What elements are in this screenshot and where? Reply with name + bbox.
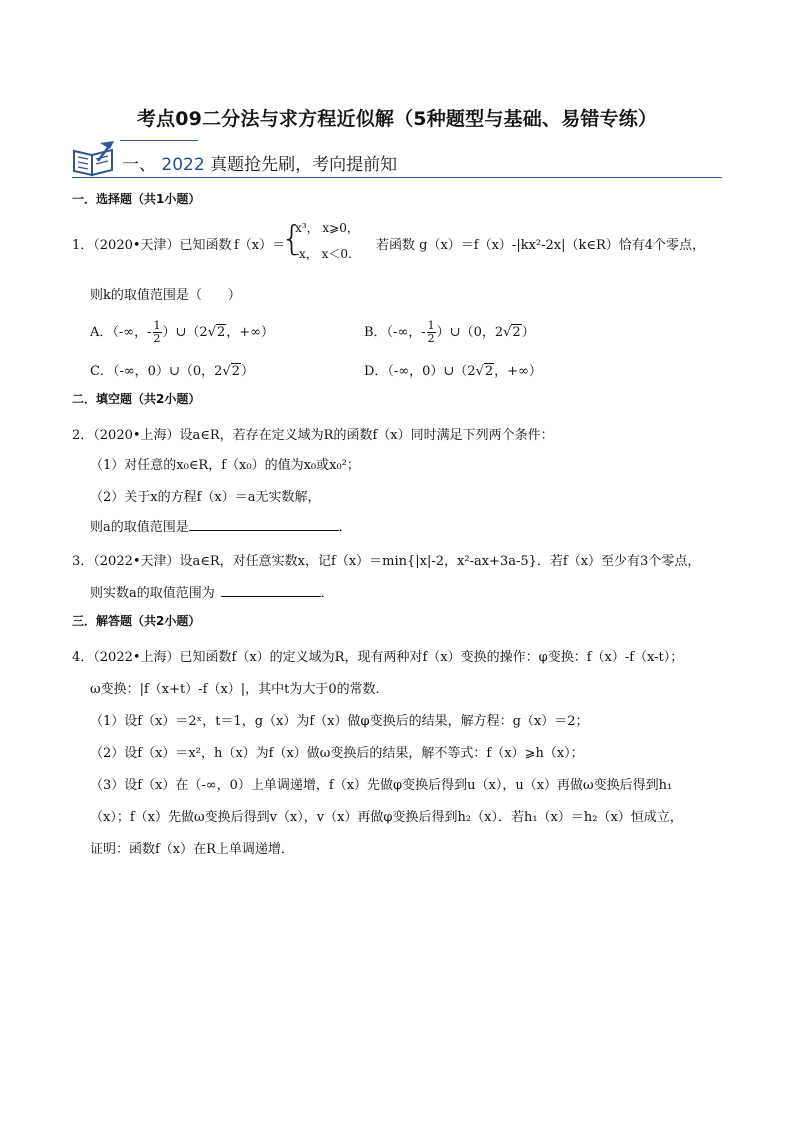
q2-line-4: 则a的取值范围是 ． <box>90 520 352 535</box>
q2-line-1: 2．（2020•上海）设a∈R，若存在定义域为R的函数f（x）同时满足下列两个条件： <box>72 428 554 443</box>
banner-heading <box>122 150 397 175</box>
q1-option-c[interactable]: C．（-∞，0）∪（0，2√2） <box>90 364 254 379</box>
banner-text: 真题抢先刷，考向提前知 <box>210 155 398 175</box>
q1-piece-2: -x， x＜0. <box>295 247 352 261</box>
section-heading-answer: 三．解答题（共2小题） <box>72 614 201 628</box>
sqrt-icon: √ <box>207 325 216 340</box>
q2-line-2: （1）对任意的x₀∈R，f（x₀）的值为x₀或x₀²； <box>90 458 360 473</box>
page-title: 考点09二分法与求方程近似解（5种题型与基础、易错专练） <box>136 108 658 130</box>
banner-top-rule <box>120 140 198 141</box>
q4-line-2: ω变换：|f（x+t）-f（x）|，其中t为大于0的常数． <box>90 682 389 697</box>
sqrt-icon: √ <box>222 364 231 379</box>
sqrt-icon: √ <box>503 325 512 340</box>
fraction: $\frac{1}{2}$ <box>427 319 435 345</box>
q1-piece-1: x³， x⩾0， <box>295 221 359 235</box>
section-heading-fill: 二．填空题（共2小题） <box>72 392 201 406</box>
q4-line-5: （3）设f（x）在（-∞，0）上单调递增，f（x）先做φ变换后得到u（x），u（x）再做ω变换后得到h₁ <box>90 778 673 793</box>
sqrt-icon: √ <box>475 364 484 379</box>
q1-left-brace: { <box>281 219 303 259</box>
open-book-pen-icon <box>70 139 118 179</box>
q3-line-2: 则实数a的取值范围为 ． <box>90 586 334 601</box>
q1-option-d[interactable]: D．（-∞，0）∪（2√2，+∞） <box>364 364 542 379</box>
q2-line-3: （2）关于x的方程f（x）＝a无实数解， <box>90 490 321 505</box>
banner-year: 2022 <box>161 155 205 175</box>
q1-fx: f（x）＝ <box>234 238 286 253</box>
q4-line-7: 证明：函数f（x）在R上单调递增． <box>90 842 294 857</box>
q4-line-3: （1）设f（x）＝2ˣ，t＝1，g（x）为f（x）做φ变换后的结果，解方程：g（x）＝2； <box>90 714 589 729</box>
q1-head: 1．（2020•天津）已知函数 <box>72 238 232 253</box>
answer-blank[interactable] <box>221 584 321 597</box>
fraction: $\frac{1}{2}$ <box>153 319 161 345</box>
q4-line-6: （x）；f（x）先做ω变换后得到v（x），v（x）再做φ变换后得到h₂（x）．若h₁（x）＝h₂（x）恒成立， <box>90 810 683 825</box>
q1-option-a[interactable]: A．（-∞，- $\frac{1}{2}$ ）∪（2√2，+∞） <box>90 319 274 345</box>
answer-blank[interactable] <box>189 518 339 531</box>
q1-option-b[interactable]: B．（-∞，- $\frac{1}{2}$ ）∪（0，2√2） <box>364 319 535 345</box>
banner-bottom-rule <box>72 177 722 178</box>
q4-line-4: （2）设f（x）＝x²，h（x）为f（x）做ω变换后的结果，解不等式：f（x）⩾h（x）； <box>90 746 584 761</box>
q1-tail: 若函数 g（x）＝f（x）-|kx²-2x|（k∈R）恰有4个零点， <box>376 238 706 253</box>
section-heading-choice: 一．选择题（共1小题） <box>72 192 201 206</box>
q3-line-1: 3．（2022•天津）设a∈R，对任意实数x，记f（x）＝min{|x|-2，x²-ax+3a-5}．若f（x）至少有3个零点， <box>72 554 701 569</box>
q1-ask: 则k的取值范围是（ ） <box>90 288 241 303</box>
q4-line-1: 4．（2022•上海）已知函数f（x）的定义域为R，现有两种对f（x）变换的操作：φ变换：f（x）-f（x-t）； <box>72 650 684 665</box>
banner-prefix: 一、 <box>122 155 156 175</box>
